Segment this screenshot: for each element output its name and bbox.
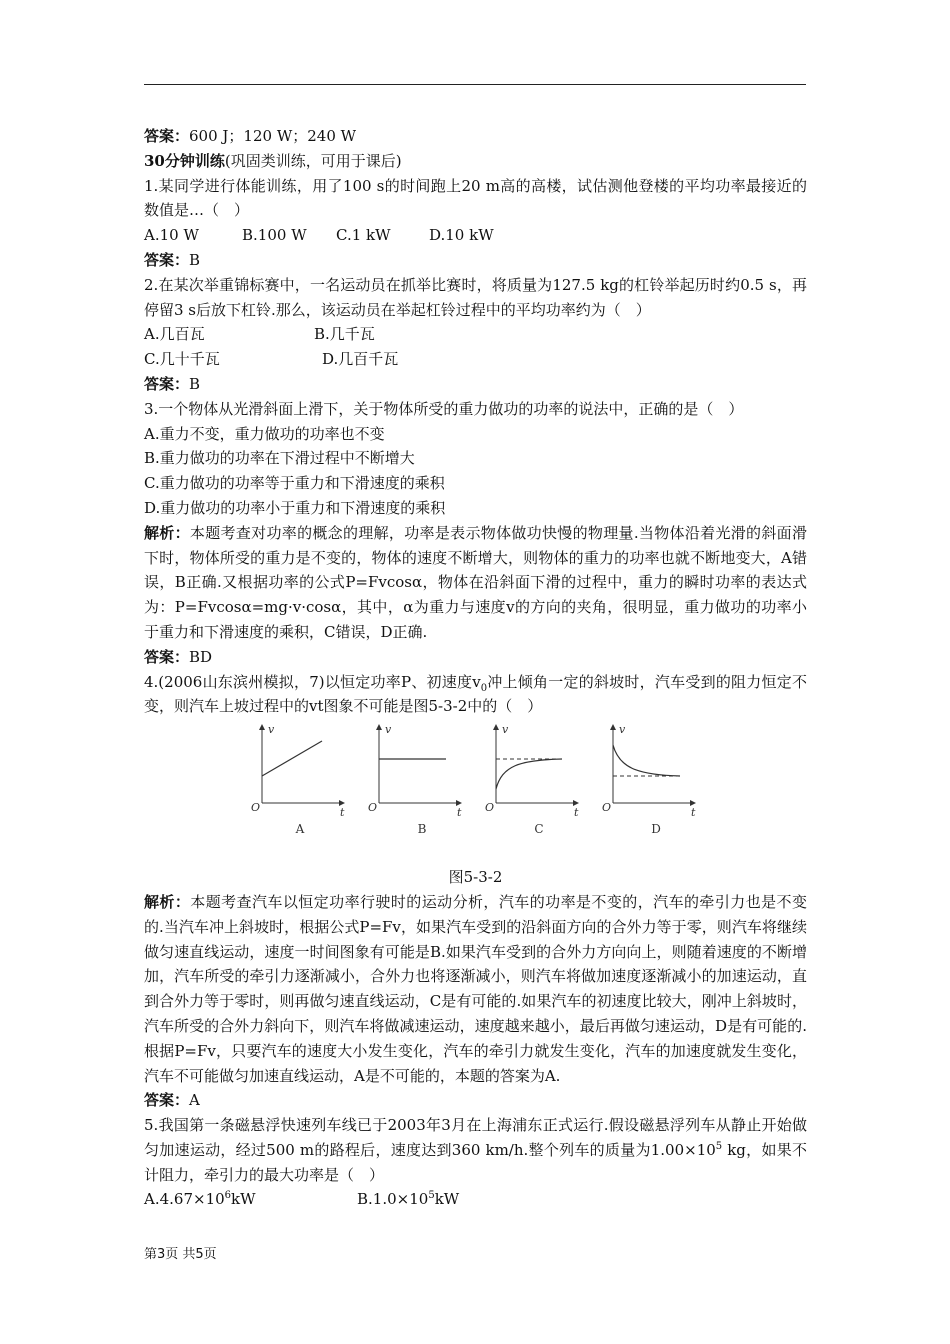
q3-answer: 答案：BD [144, 647, 213, 666]
graph-a [251, 723, 345, 836]
svg-text:v: v [502, 723, 509, 737]
svg-text:t: t [574, 806, 579, 820]
graph-d-curve [613, 745, 680, 776]
q1-option-b: B.100 W [242, 226, 307, 245]
q1-answer: 答案：B [144, 250, 201, 269]
q3-analysis: 解析：本题考查对功率的概念的理解，功率是表示物体做功快慢的物理量.当物体沿着光滑的斜面滑下时，物体所受的重力是不变的，物体的速度不断增大，则物体的重力的功率也就不断地变大，A错误，B正确.又根据功率的公式P=Fvcosα，物体在沿斜面下滑的过程中，重力的瞬时功率的表达式为：P=Fvcosα=mg·v·cosα，其中，α为重力与速度v的方向的夹角，很明显，重力做功的功率小于重力和下滑速度的乘积，C错误，D正确. [144, 523, 807, 641]
top-answer: 答案：600 J；120 W；240 W [144, 127, 357, 145]
svg-text:B: B [417, 822, 427, 837]
q5-option-a: $A.4.67\times 10^6kW$ [144, 1190, 256, 1209]
q5-stem: 5.我国第一条磁悬浮快速列车线已于2003年3月在上海浦东正式运行.假设磁悬浮列车从静止开始做匀加速运动，经过500 m的路程后，速度达到360 km/h.整个列车的质量为$1.00\times 10^5$ kg，如果不计阻力，牵引力的最大功率是（ ） [144, 1116, 807, 1184]
q3-option-a: A.重力不变，重力做功的功率也不变 [144, 424, 385, 443]
q3-option-d: D.重力做功的功率小于重力和下滑速度的乘积 [144, 498, 446, 517]
svg-text:v: v [268, 723, 275, 737]
q2-option-c: C.几十千瓦 [144, 350, 220, 369]
svg-text:t: t [340, 806, 345, 820]
svg-text:v: v [385, 723, 392, 737]
q2-options-row1 [144, 322, 807, 347]
svg-text:t: t [691, 806, 696, 820]
figure-caption: 图5-3-2 [448, 868, 503, 887]
svg-text:v: v [619, 723, 626, 737]
header-rule [144, 84, 806, 85]
q2-option-a: A.几百瓦 [144, 325, 205, 344]
q2-option-b: B.几千瓦 [314, 325, 375, 344]
q2-options-row2 [144, 347, 807, 372]
q1-option-d: D.10 kW [429, 226, 494, 245]
svg-text:O: O [485, 801, 495, 815]
q3-option-b: B.重力做功的功率在下滑过程中不断增大 [144, 449, 415, 468]
q3-stem: 3.一个物体从光滑斜面上滑下，关于物体所受的重力做功的功率的说法中，正确的是（ ） [144, 399, 744, 418]
q2-stem: 2.在某次举重锦标赛中，一名运动员在抓举比赛时，将质量为127.5 kg的杠铃举起历时约0.5 s，再停留3 s后放下杠铃.那么，该运动员在举起杠铃过程中的平均功率约为（ ） [144, 275, 807, 319]
graph-a-line [262, 741, 322, 776]
q4-stem: 4.(2006山东滨州模拟，7)以恒定功率P、初速度$v_0$冲上倾角一定的斜坡时，汽车受到的阻力恒定不变，则汽车上坡过程中的vt图象不可能是图5-3-2中的（ ） [144, 672, 807, 716]
vt-figure [144, 721, 807, 861]
q1-option-c: C.1 kW [336, 226, 391, 245]
graph-d [602, 723, 696, 836]
q2-option-d: D.几百千瓦 [322, 350, 399, 369]
q1-option-a: A.10 W [144, 226, 199, 245]
q5-option-b: $B.1.0\times 10^5kW$ [357, 1190, 460, 1209]
page-content [144, 124, 807, 1212]
q4-analysis: 解析：本题考查汽车以恒定功率行驶时的运动分析，汽车的功率是不变的，汽车的牵引力也是不变的.当汽车冲上斜坡时，根据公式P=Fv，如果汽车受到的沿斜面方向的合外力等于零，则汽车将继续做匀速直线运动，速度一时间图象有可能是B.如果汽车受到的合外力方向向上，则随着速度的不断增加，汽车所受的牵引力逐渐减小，合外力也将逐渐减小，则汽车将做加速度逐渐减小的加速运动，直到合外力等于零时，则再做匀速直线运动，C是有可能的.如果汽车的初速度比较大，刚冲上斜坡时，汽车所受的合外力斜向下，则汽车将做减速运动，速度越来越小，最后再做匀速运动，D是有可能的.根据P=Fv，只要汽车的速度大小发生变化，汽车的牵引力就发生变化，汽车的加速度就发生变化，汽车不可能做匀加速直线运动，A是不可能的，本题的答案为A. [144, 892, 807, 1085]
page-footer: 第3页 共5页 [144, 1247, 217, 1262]
svg-text:O: O [251, 801, 261, 815]
q5-options [144, 1187, 807, 1212]
vt-graphs-svg [244, 721, 714, 861]
svg-text:C: C [534, 822, 544, 837]
section-heading: 30分钟训练(巩固类训练，可用于课后) [144, 151, 402, 170]
svg-text:A: A [295, 822, 305, 837]
svg-text:D: D [651, 822, 661, 837]
q2-answer: 答案：B [144, 374, 201, 393]
graph-b [368, 723, 462, 836]
q1-stem: 1.某同学进行体能训练，用了100 s的时间跑上20 m高的高楼，试估测他登楼的平均功率最接近的数值是…（ ） [144, 176, 807, 220]
graph-c-curve [496, 759, 562, 789]
graph-c [485, 723, 579, 836]
svg-text:t: t [457, 806, 462, 820]
svg-text:O: O [602, 801, 612, 815]
svg-text:O: O [368, 801, 378, 815]
q3-option-c: C.重力做功的功率等于重力和下滑速度的乘积 [144, 474, 445, 493]
q4-answer: 答案：A [144, 1091, 200, 1110]
q1-options [144, 223, 807, 248]
